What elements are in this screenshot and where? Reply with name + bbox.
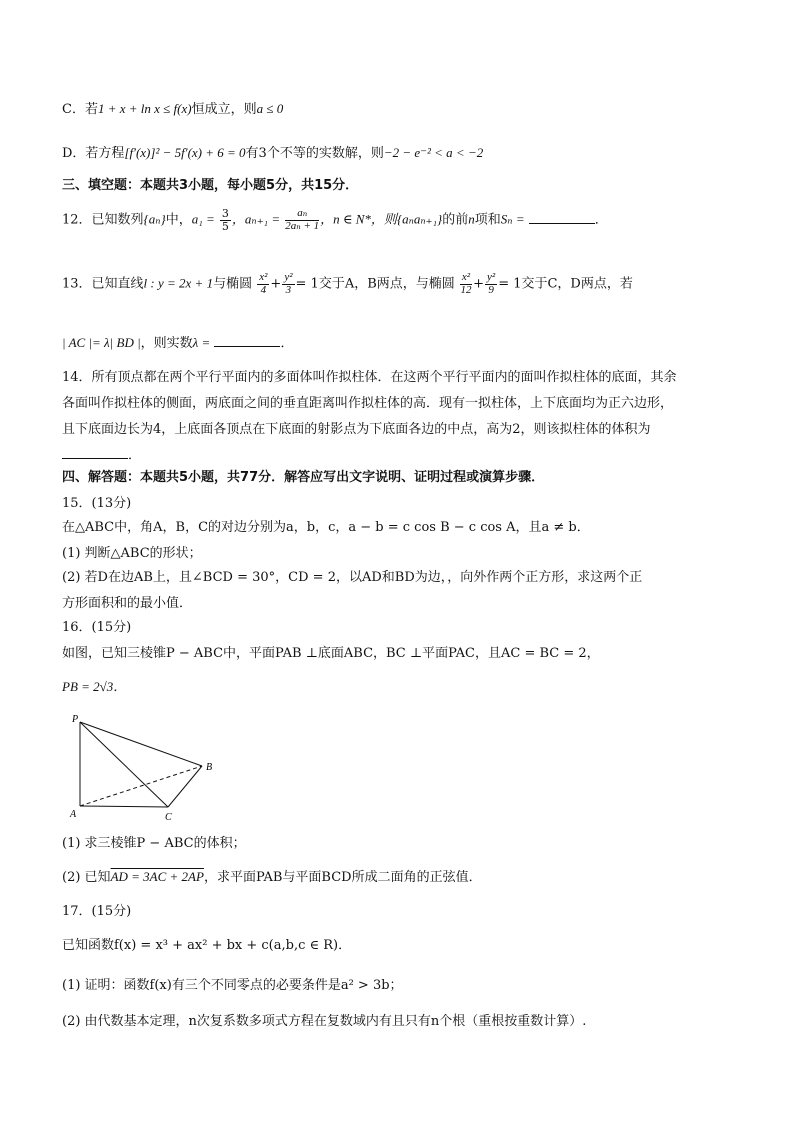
question-13 <box>62 272 742 296</box>
q16-part-2-post: ，求平面PAB与平面BCD所成二面角的正弦值． <box>203 870 482 885</box>
edge-pc <box>80 722 168 807</box>
q16-line-2: PB = 2√3． <box>62 679 127 694</box>
label-p: P <box>72 714 79 725</box>
q13-condition: | AC |= λ| BD | <box>62 335 141 350</box>
q16-part-1: (1) 求三棱锥P − ABC的体积； <box>62 836 246 851</box>
q16-part-2 <box>62 866 742 885</box>
q16-vector-equation: AD = 3AC + 2AP <box>110 869 204 884</box>
q12-seq2: {aₙaₙ₊₁} <box>396 211 443 227</box>
option-c-cond: a ≤ 0 <box>256 101 284 116</box>
q12-fraction-2 <box>285 208 319 232</box>
q13-eq-2: = 1 <box>498 276 522 292</box>
q12-end: ． <box>594 212 608 228</box>
q13-lambda: λ = <box>192 335 211 350</box>
q17-part-2: (2) 由代数基本定理，n次复系数多项式方程在复数域内有且只有n个根（重根按重数计算）. <box>62 1014 587 1029</box>
q13-end: ． <box>280 336 294 351</box>
option-c-prefix: C．若 <box>62 102 98 117</box>
q12-f1-den: 5 <box>221 219 229 233</box>
q13-plus-2: + <box>473 276 484 292</box>
tetrahedron-figure <box>62 710 222 825</box>
q12-n: n <box>468 211 475 227</box>
option-d-mid: 有3个不等的实数解，则 <box>245 146 384 161</box>
option-c-math: 1 + x + ln x ≤ f(x) <box>97 101 192 116</box>
q13-mid2: 交于A，B两点，与椭圆 <box>318 276 455 292</box>
q13-line: l : y = 2x + 1 <box>143 275 214 291</box>
q12-fraction-1 <box>220 208 231 232</box>
q12-sn: Sₙ = <box>500 211 525 227</box>
q12-mid3: 的前 <box>442 212 469 228</box>
q13-e2-num1: x² <box>461 271 471 283</box>
q14-line-3: 且下底面边长为4，上底面各顶点在下底面的射影点为下底面各边的中点，高为2，则该拟柱体的体积为 <box>62 422 651 437</box>
q12-f2-den: 2aₙ + 1 <box>285 219 320 232</box>
option-d-cond: −2 − e⁻² < a < −2 <box>383 145 484 160</box>
edge-pb <box>80 722 202 766</box>
q14-answer-blank[interactable] <box>62 446 128 459</box>
q17-part-1: (1) 证明：函数f(x)有三个不同零点的必要条件是a² > 3b； <box>62 978 403 993</box>
q14-end: ． <box>128 448 142 463</box>
label-b: B <box>206 762 213 773</box>
section-3-heading: 三、填空题：本题共3小题，每小题5分，共15分． <box>62 178 359 193</box>
question-13-line-2 <box>62 332 742 351</box>
q12-seq: {aₙ} <box>143 211 166 227</box>
q13-prefix: 13．已知直线 <box>62 276 144 292</box>
q14-line-2: 各面叫作拟柱体的侧面，两底面之间的垂直距离叫作拟柱体的高．现有一拟柱体，上下底面均为正六边形， <box>62 396 674 411</box>
q13-ellipse1-x <box>257 272 269 296</box>
option-d-prefix: D．若方程 <box>62 146 125 161</box>
q12-answer-blank[interactable] <box>529 211 595 224</box>
q13-answer-blank[interactable] <box>214 334 280 347</box>
q12-a1: a₁ = <box>191 211 215 227</box>
q12-f2-num: aₙ <box>285 208 319 221</box>
q14-line-4 <box>62 444 742 463</box>
q13-e1-den2: 3 <box>285 283 292 296</box>
edge-bc <box>168 766 202 807</box>
q12-mid2: ，n ∈ N*，则 <box>320 211 397 227</box>
q14-line-1: 14．所有顶点都在两个平行平面内的多面体叫作拟柱体．在这两个平行平面内的面叫作拟柱体的底面，其余 <box>62 370 677 385</box>
q16-title: 16．(15分) <box>62 620 132 635</box>
q13-mid1: 与椭圆 <box>213 276 253 292</box>
section-4-heading: 四、解答题：本题共5小题，共77分．解答应写出文字说明、证明过程或演算步骤． <box>62 470 545 485</box>
q15-title: 15．(13分) <box>62 496 132 511</box>
q13-e2-den1: 12 <box>460 283 472 296</box>
question-12 <box>62 208 742 232</box>
option-c <box>62 98 742 117</box>
label-a: A <box>70 809 77 820</box>
q17-title: 17．(15分) <box>62 904 132 919</box>
q15-part-2-cont: 方形面积和的最小值． <box>62 596 193 611</box>
q15-part-1: (1) 判断△ABC的形状； <box>62 546 202 561</box>
q16-part-2-prefix: (2) 已知 <box>62 870 111 885</box>
q12-f1-num: 3 <box>221 207 229 220</box>
q13-ellipse2-x <box>460 272 472 296</box>
label-c: C <box>165 812 172 823</box>
q12-mid4: 项和 <box>474 212 501 228</box>
q13-e1-num2: y² <box>284 271 293 283</box>
q13-eq-1: = 1 <box>295 276 319 292</box>
q13-mid3: 交于C，D两点，若 <box>521 276 633 292</box>
q12-prefix: 12．已知数列 <box>62 212 144 228</box>
q15-part-2: (2) 若D在边AB上，且∠BCD = 30°，CD = 2，以AD和BD为边，，向外作两个正方形，求这两个正 <box>62 570 643 585</box>
q13-e2-den2: 9 <box>488 283 494 296</box>
q15-line-1: 在△ABC中，角A，B，C的对边分别为a，b，c，a − b = c cos B − c cos A，且a ≠ b． <box>62 520 590 535</box>
q13-plus-1: + <box>270 276 282 292</box>
option-c-mid: 恒成立，则 <box>191 102 257 117</box>
q13-ellipse1-y <box>282 272 294 296</box>
q13-e2-num2: y² <box>487 271 496 283</box>
q12-mid1: 中， <box>165 212 192 228</box>
edge-ab-hidden <box>80 766 202 806</box>
q13-ellipse2-y <box>485 272 497 296</box>
q13-e1-num1: x² <box>259 271 268 283</box>
q13-l2-mid: ，则实数 <box>140 336 193 351</box>
option-d <box>62 142 742 161</box>
q16-line-1: 如图，已知三棱锥P − ABC中，平面PAB ⊥底面ABC，BC ⊥平面PAC，且AC = BC = 2， <box>62 646 600 661</box>
q13-e1-den1: 4 <box>260 283 267 296</box>
q17-line-1: 已知函数f(x) = x³ + ax² + bx + c(a,b,c ∈ R)． <box>62 938 352 953</box>
edge-ac <box>80 806 168 807</box>
option-d-math: [f′(x)]² − 5f′(x) + 6 = 0 <box>124 145 246 160</box>
q12-recurrence: ，aₙ₊₁ = <box>231 211 281 227</box>
